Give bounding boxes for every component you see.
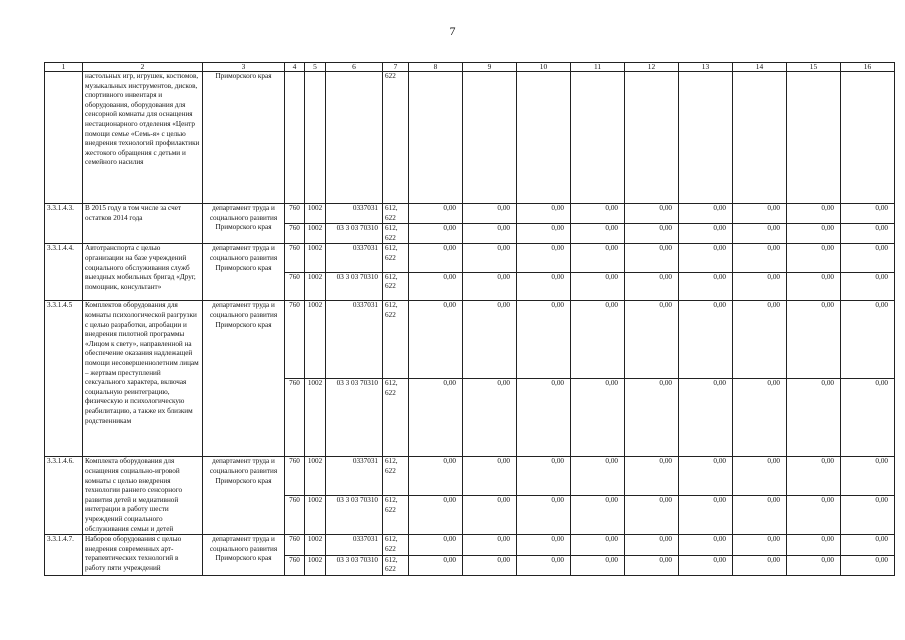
value-cell: 0,00	[517, 244, 571, 273]
col4-cell: 760	[285, 272, 305, 301]
value-cell: 0,00	[409, 224, 463, 244]
value-cell: 0,00	[787, 496, 841, 535]
col6-cell: 0337031	[326, 301, 383, 379]
col5-cell: 1002	[305, 379, 326, 457]
value-cell: 0,00	[409, 379, 463, 457]
value-cell: 0,00	[787, 457, 841, 496]
row-code-cell: 3.3.1.4.5	[45, 301, 83, 457]
budget-table	[44, 62, 895, 576]
col7-cell: 612, 622	[383, 457, 409, 496]
col5-cell: 1002	[305, 204, 326, 224]
col7-cell: 612, 622	[383, 224, 409, 244]
value-cell: 0,00	[625, 555, 679, 576]
value-cell: 0,00	[841, 301, 895, 379]
value-cell	[571, 72, 625, 204]
column-number-cell: 16	[841, 63, 895, 72]
value-cell: 0,00	[571, 272, 625, 301]
value-cell: 0,00	[571, 204, 625, 224]
value-cell: 0,00	[787, 244, 841, 273]
value-cell: 0,00	[517, 555, 571, 576]
value-cell: 0,00	[787, 224, 841, 244]
value-cell: 0,00	[463, 204, 517, 224]
col7-cell: 612, 622	[383, 301, 409, 379]
column-number-cell: 14	[733, 63, 787, 72]
column-number-cell: 2	[83, 63, 203, 72]
value-cell: 0,00	[841, 244, 895, 273]
value-cell: 0,00	[463, 457, 517, 496]
col5-cell: 1002	[305, 272, 326, 301]
value-cell: 0,00	[625, 204, 679, 224]
col4-cell: 760	[285, 496, 305, 535]
value-cell: 0,00	[517, 301, 571, 379]
org-cell: департамент труда и социального развития Приморского края	[203, 244, 285, 301]
page-number: 7	[449, 24, 456, 38]
col7-cell: 612, 622	[383, 272, 409, 301]
value-cell: 0,00	[517, 457, 571, 496]
value-cell: 0,00	[409, 301, 463, 379]
value-cell: 0,00	[625, 272, 679, 301]
column-number-row	[45, 63, 895, 72]
value-cell: 0,00	[733, 379, 787, 457]
row-code-cell: 3.3.1.4.3.	[45, 204, 83, 244]
value-cell: 0,00	[679, 379, 733, 457]
column-number-cell: 9	[463, 63, 517, 72]
value-cell: 0,00	[733, 555, 787, 576]
org-cell: департамент труда и социального развития Приморского края	[203, 457, 285, 535]
value-cell: 0,00	[733, 272, 787, 301]
value-cell: 0,00	[409, 555, 463, 576]
value-cell: 0,00	[733, 301, 787, 379]
value-cell: 0,00	[409, 535, 463, 556]
col4-cell: 760	[285, 457, 305, 496]
column-number-cell: 3	[203, 63, 285, 72]
value-cell: 0,00	[733, 244, 787, 273]
column-number-cell: 4	[285, 63, 305, 72]
col5-cell: 1002	[305, 224, 326, 244]
row-name-cell: Комплекта оборудования для оснащения социально-игровой комнаты с целью внедрения технологии раннего сенсорного развития детей и медиативной интеграции в работу шести учреждений социального обслуживания семьи и детей	[83, 457, 203, 535]
value-cell	[841, 72, 895, 204]
value-cell: 0,00	[463, 224, 517, 244]
value-cell	[787, 72, 841, 204]
column-number-cell: 11	[571, 63, 625, 72]
value-cell: 0,00	[571, 224, 625, 244]
value-cell: 0,00	[841, 457, 895, 496]
col5-cell: 1002	[305, 457, 326, 496]
col4-cell: 760	[285, 244, 305, 273]
value-cell: 0,00	[571, 379, 625, 457]
value-cell: 0,00	[787, 272, 841, 301]
value-cell: 0,00	[787, 301, 841, 379]
value-cell	[463, 72, 517, 204]
col6-cell: 03 3 03 70310	[326, 272, 383, 301]
col5-cell: 1002	[305, 496, 326, 535]
col6-cell: 03 3 03 70310	[326, 379, 383, 457]
value-cell	[733, 72, 787, 204]
col4-cell: 760	[285, 224, 305, 244]
org-cell: Приморского края	[203, 72, 285, 204]
value-cell: 0,00	[463, 272, 517, 301]
table-row	[45, 204, 895, 224]
value-cell: 0,00	[517, 535, 571, 556]
value-cell: 0,00	[409, 244, 463, 273]
value-cell: 0,00	[463, 244, 517, 273]
column-number-cell: 1	[45, 63, 83, 72]
value-cell: 0,00	[733, 457, 787, 496]
col5-cell: 1002	[305, 244, 326, 273]
row-name-cell: Наборов оборудования с целью внедрения современных арт-терапевтических технологий в работу пяти учреждений	[83, 535, 203, 576]
col4-cell: 760	[285, 379, 305, 457]
value-cell: 0,00	[679, 224, 733, 244]
value-cell: 0,00	[733, 535, 787, 556]
col6-cell	[326, 72, 383, 204]
col7-cell: 612, 622	[383, 379, 409, 457]
value-cell: 0,00	[679, 301, 733, 379]
col7-cell: 622	[383, 72, 409, 204]
col4-cell: 760	[285, 535, 305, 556]
value-cell	[517, 72, 571, 204]
value-cell: 0,00	[517, 224, 571, 244]
table-row	[45, 535, 895, 556]
value-cell: 0,00	[841, 224, 895, 244]
col6-cell: 0337031	[326, 204, 383, 224]
column-number-cell: 7	[383, 63, 409, 72]
table-row	[45, 244, 895, 273]
value-cell: 0,00	[409, 272, 463, 301]
org-cell: департамент труда и социального развития Приморского края	[203, 535, 285, 576]
value-cell: 0,00	[679, 244, 733, 273]
value-cell: 0,00	[625, 244, 679, 273]
column-number-cell: 6	[326, 63, 383, 72]
value-cell: 0,00	[625, 535, 679, 556]
value-cell: 0,00	[841, 555, 895, 576]
value-cell: 0,00	[679, 272, 733, 301]
row-code-cell: 3.3.1.4.4.	[45, 244, 83, 301]
col5-cell: 1002	[305, 555, 326, 576]
value-cell: 0,00	[571, 457, 625, 496]
row-name-cell: Комплектов оборудования для комнаты психологической разгрузки с целью разработки, апробации и внедрения пилотной программы «Лицом к свету», направленной на обеспечение оказания надлежащей помощи несовершеннолетним лицам – жертвам преступлений сексуального характера, включая социальную реинтеграцию, физическую и психологическую реабилитацию, а также их близким родственникам	[83, 301, 203, 457]
col7-cell: 612, 622	[383, 555, 409, 576]
value-cell: 0,00	[571, 555, 625, 576]
value-cell: 0,00	[409, 204, 463, 224]
value-cell: 0,00	[733, 204, 787, 224]
col6-cell: 0337031	[326, 535, 383, 556]
value-cell	[679, 72, 733, 204]
column-number-cell: 12	[625, 63, 679, 72]
col7-cell: 612, 622	[383, 535, 409, 556]
value-cell: 0,00	[625, 301, 679, 379]
value-cell: 0,00	[841, 535, 895, 556]
value-cell: 0,00	[679, 496, 733, 535]
value-cell: 0,00	[625, 379, 679, 457]
col6-cell: 03 3 03 70310	[326, 555, 383, 576]
value-cell: 0,00	[463, 535, 517, 556]
value-cell: 0,00	[571, 496, 625, 535]
value-cell: 0,00	[625, 224, 679, 244]
col5-cell: 1002	[305, 301, 326, 379]
value-cell: 0,00	[625, 496, 679, 535]
col4-cell: 760	[285, 555, 305, 576]
col7-cell: 612, 622	[383, 244, 409, 273]
value-cell: 0,00	[463, 379, 517, 457]
value-cell: 0,00	[679, 204, 733, 224]
value-cell: 0,00	[571, 535, 625, 556]
value-cell: 0,00	[787, 379, 841, 457]
value-cell: 0,00	[571, 301, 625, 379]
value-cell: 0,00	[463, 496, 517, 535]
org-cell: департамент труда и социального развития Приморского края	[203, 301, 285, 457]
column-number-cell: 5	[305, 63, 326, 72]
col5-cell: 1002	[305, 535, 326, 556]
value-cell: 0,00	[517, 272, 571, 301]
value-cell: 0,00	[517, 379, 571, 457]
column-number-cell: 10	[517, 63, 571, 72]
column-number-cell: 8	[409, 63, 463, 72]
value-cell: 0,00	[841, 496, 895, 535]
col6-cell: 0337031	[326, 244, 383, 273]
value-cell	[409, 72, 463, 204]
value-cell: 0,00	[841, 204, 895, 224]
col6-cell: 03 3 03 70310	[326, 224, 383, 244]
col7-cell: 612, 622	[383, 204, 409, 224]
value-cell: 0,00	[625, 457, 679, 496]
col7-cell: 612, 622	[383, 496, 409, 535]
org-cell: департамент труда и социального развития Приморского края	[203, 204, 285, 244]
value-cell: 0,00	[841, 272, 895, 301]
value-cell: 0,00	[787, 535, 841, 556]
value-cell: 0,00	[841, 379, 895, 457]
table-row	[45, 301, 895, 379]
value-cell: 0,00	[679, 457, 733, 496]
col4-cell: 760	[285, 301, 305, 379]
value-cell: 0,00	[463, 301, 517, 379]
value-cell: 0,00	[679, 555, 733, 576]
row-code-cell: 3.3.1.4.7.	[45, 535, 83, 576]
table-row	[45, 457, 895, 496]
row-code-cell: 3.3.1.4.6.	[45, 457, 83, 535]
col4-cell: 760	[285, 204, 305, 224]
name-cell: настольных игр, игрушек, костюмов, музыкальных инструментов, дисков, спортивного инвентаря и оборудования, оборудования для сенсорной комнаты для оснащения нестационарного отделения «Центр помощи семье «Семь-я» с целью внедрения технологий профилактики жестокого обращения с детьми и семейного насилия	[83, 72, 203, 204]
value-cell: 0,00	[517, 204, 571, 224]
value-cell: 0,00	[787, 555, 841, 576]
value-cell: 0,00	[571, 244, 625, 273]
value-cell: 0,00	[409, 457, 463, 496]
column-number-cell: 13	[679, 63, 733, 72]
column-number-cell: 15	[787, 63, 841, 72]
col6-cell: 0337031	[326, 457, 383, 496]
table-row	[45, 72, 895, 204]
col6-cell: 03 3 03 70310	[326, 496, 383, 535]
value-cell: 0,00	[679, 535, 733, 556]
value-cell: 0,00	[733, 224, 787, 244]
col5-cell	[305, 72, 326, 204]
value-cell: 0,00	[787, 204, 841, 224]
value-cell: 0,00	[463, 555, 517, 576]
value-cell: 0,00	[517, 496, 571, 535]
code-cell	[45, 72, 83, 204]
col4-cell	[285, 72, 305, 204]
value-cell: 0,00	[409, 496, 463, 535]
row-name-cell: Автотранспорта с целью организации на базе учреждений социального обслуживания служб выездных мобильных бригад «Друг, помощник, консультант»	[83, 244, 203, 301]
value-cell: 0,00	[733, 496, 787, 535]
row-name-cell: В 2015 году в том числе за счет остатков 2014 года	[83, 204, 203, 244]
value-cell	[625, 72, 679, 204]
